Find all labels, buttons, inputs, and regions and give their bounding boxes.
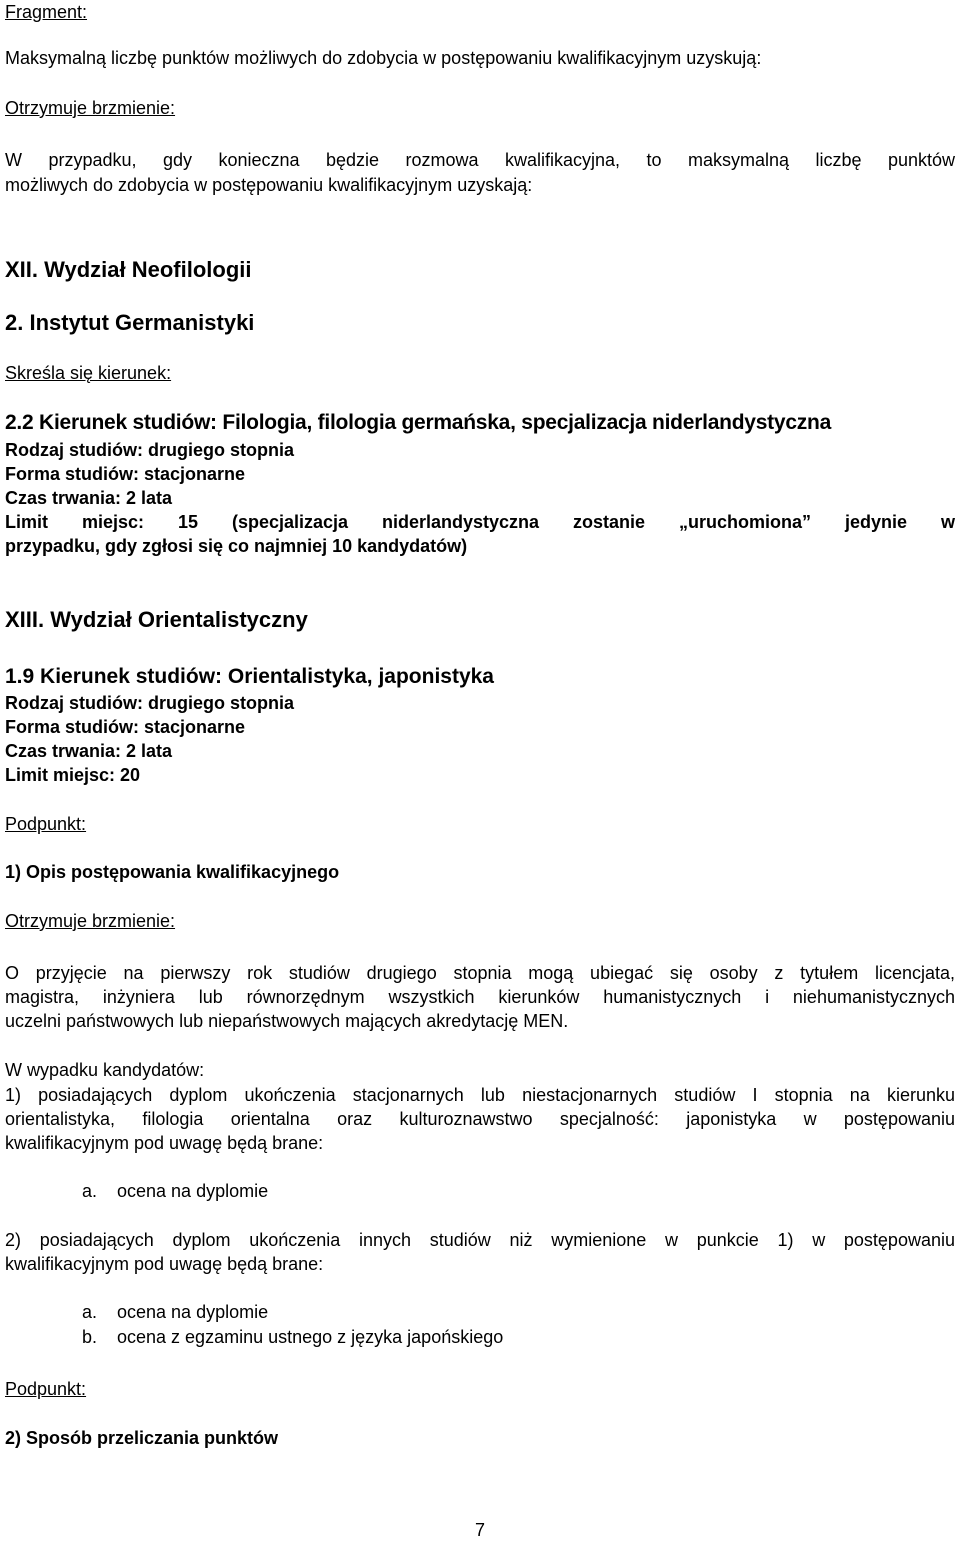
list-item: ocena na dyplomie: [117, 1302, 269, 1322]
subsection-heading: 2) Sposób przeliczania punktów: [5, 1428, 279, 1448]
subsection-heading: 1) Opis postępowania kwalifikacyjnego: [5, 862, 340, 882]
page-number: 7: [474, 1520, 485, 1540]
program-rodzaj: Rodzaj studiów: drugiego stopnia: [5, 440, 294, 460]
list-item: ocena na dyplomie: [117, 1181, 269, 1201]
brzmienie-label: Otrzymuje brzmienie:: [5, 98, 176, 118]
brzmienie-label: Otrzymuje brzmienie:: [5, 911, 176, 931]
list-item: ocena z egzaminu ustnego z języka japońskiego: [117, 1327, 504, 1347]
brzmienie-line: W przypadku, gdy konieczna będzie rozmowa kwalifikacyjna, to maksymalną liczbę punktów: [5, 150, 955, 170]
program-heading: 1.9 Kierunek studiów: Orientalistyka, japonistyka: [5, 665, 494, 688]
paragraph-line: magistra, inżyniera lub równorzędnym wszystkich kierunków humanistycznych i niehumanistycznych: [5, 987, 955, 1007]
program-czas: Czas trwania: 2 lata: [5, 488, 173, 508]
case-line: 1) posiadających dyplom ukończenia stacjonarnych lub niestacjonarnych studiów I stopnia na kierunku: [5, 1085, 955, 1105]
fragment-label: Fragment:: [5, 2, 88, 22]
list-marker: b.: [82, 1327, 98, 1347]
case-line: kwalifikacyjnym pod uwagę będą brane:: [5, 1254, 324, 1274]
fragment-text: Maksymalną liczbę punktów możliwych do zdobycia w postępowaniu kwalifikacyjnym uzyskują:: [5, 48, 762, 68]
program-limit-cont: przypadku, gdy zgłosi się co najmniej 10 kandydatów): [5, 536, 468, 556]
podpunkt-label: Podpunkt:: [5, 814, 87, 834]
program-heading: 2.2 Kierunek studiów: Filologia, filologia germańska, specjalizacja niderlandystyczna: [5, 411, 831, 434]
program-forma: Forma studiów: stacjonarne: [5, 717, 246, 737]
list-marker: a.: [82, 1181, 98, 1201]
case-line: kwalifikacyjnym pod uwagę będą brane:: [5, 1133, 324, 1153]
brzmienie-line: możliwych do zdobycia w postępowaniu kwalifikacyjnym uzyskają:: [5, 175, 533, 195]
program-czas: Czas trwania: 2 lata: [5, 741, 173, 761]
program-limit: Limit miejsc: 20: [5, 765, 141, 785]
paragraph-line: uczelni państwowych lub niepaństwowych mających akredytację MEN.: [5, 1011, 569, 1031]
faculty-heading: XIII. Wydział Orientalistyczny: [5, 607, 308, 632]
program-rodzaj: Rodzaj studiów: drugiego stopnia: [5, 693, 294, 713]
wypadku-label: W wypadku kandydatów:: [5, 1060, 205, 1080]
paragraph-line: O przyjęcie na pierwszy rok studiów drugiego stopnia mogą ubiegać się osoby z tytułem licencjata,: [5, 963, 955, 983]
case-line: orientalistyka, filologia orientalna oraz kulturoznawstwo specjalność: japonistyka w postępowaniu: [5, 1109, 955, 1129]
faculty-heading: XII. Wydział Neofilologii: [5, 257, 252, 282]
program-forma: Forma studiów: stacjonarne: [5, 464, 246, 484]
skresla-label: Skreśla się kierunek:: [5, 363, 172, 383]
program-limit: Limit miejsc: 15 (specjalizacja niderlandystyczna zostanie „uruchomiona” jedynie w: [5, 512, 955, 532]
case-line: 2) posiadających dyplom ukończenia innych studiów niż wymienione w punkcie 1) w postępowaniu: [5, 1230, 955, 1250]
institute-heading: 2. Instytut Germanistyki: [5, 310, 255, 335]
podpunkt-label: Podpunkt:: [5, 1379, 87, 1399]
list-marker: a.: [82, 1302, 98, 1322]
